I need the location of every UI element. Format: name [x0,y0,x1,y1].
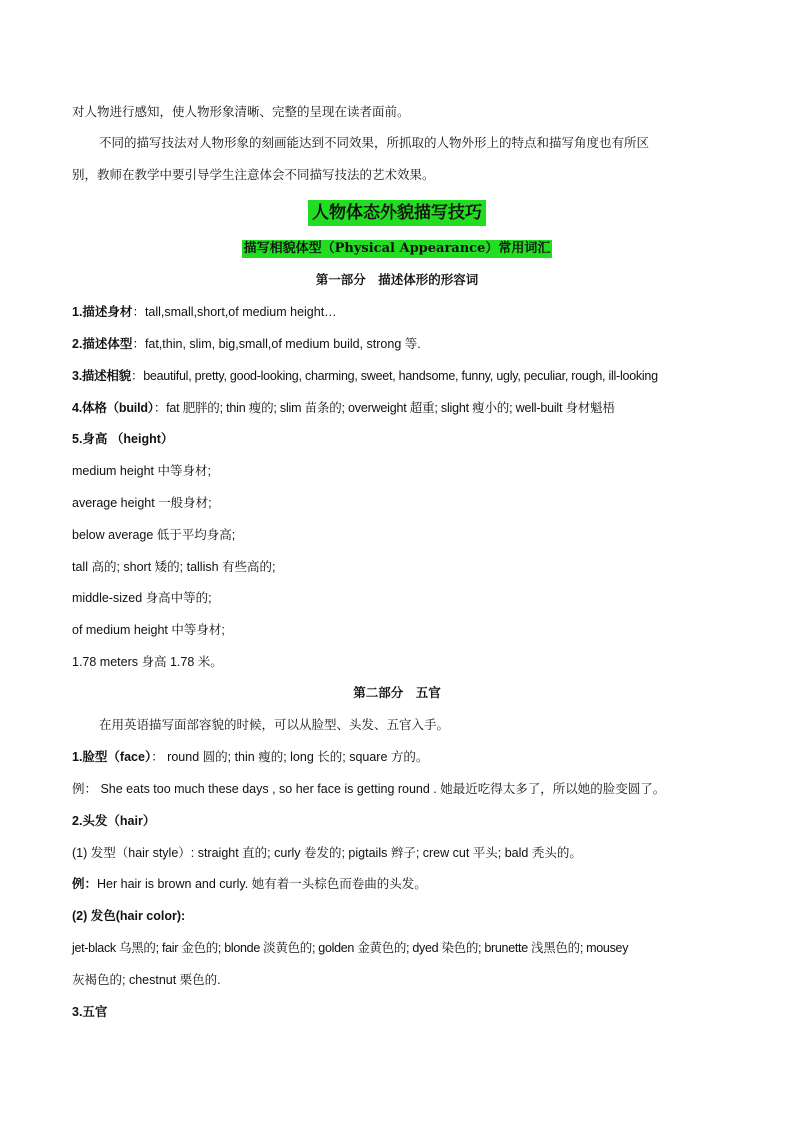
intro-line-1: 对人物进行感知，使人物形象清晰、完整的呈现在读者面前。 [72,104,410,119]
hair-color-label: (2) 发色(hair color): [72,909,186,923]
part1-item-4 [72,398,734,418]
hair-item [72,811,734,831]
hair-color-line-2: 灰褐色的; chestnut 栗色的. [72,973,221,987]
hair-example [72,874,734,894]
item-text: ：beautiful, pretty, good-looking, charming, sweet, handsome, funny, ugly, peculiar, rough, ill-looking [130,369,658,383]
height-item: middle-sized 身高中等的; [72,591,212,605]
item-label: 5.身高 （height） [72,432,174,446]
height-item: 1.78 meters 身高 1.78 米。 [72,655,223,669]
item-label: 3.描述相貌 [72,369,131,383]
item-text: Her hair is brown and curly. 她有着一头棕色而卷曲的头发。 [97,877,427,891]
part2-heading: 第二部分 五官 [353,685,441,700]
item-label: 例： [72,877,98,891]
item-label: 3.五官 [72,1005,108,1019]
height-item: of medium height 中等身材; [72,623,225,637]
hair-style-line: (1) 发型（hair style）: straight 直的; curly 卷发的; pigtails 辫子; crew cut 平头; bald 秃头的。 [72,846,582,860]
height-item: medium height 中等身材; [72,464,211,478]
hair-color-line-1: jet-black 乌黑的; fair 金色的; blonde 淡黄色的; golden 金黄色的; dyed 染色的; brunette 浅黑色的; mousey [72,941,629,955]
part1-item-5 [72,429,734,449]
intro-line-2: 不同的描写技法对人物形象的刻画能达到不同效果，所抓取的人物外形上的特点和描写角度也有所区 [99,135,650,150]
item-label: 1.描述身材 [72,305,133,319]
item-text: ：fat 肥胖的; thin 瘦的; slim 苗条的; overweight 超重; slight 瘦小的; well-built 身材魁梧 [153,401,615,415]
item-text: ： round 圆的; thin 瘦的; long 长的; square 方的。 [151,750,429,764]
part2-intro: 在用英语描写面部容貌的时候，可以从脸型、头发、五官入手。 [99,717,450,732]
height-item: tall 高的; short 矮的; tallish 有些高的; [72,560,276,574]
page-subtitle: 描写相貌体型（Physical Appearance）常用词汇 [243,241,551,256]
item-label: 2.头发（hair） [72,814,156,828]
part1-item-2 [72,334,734,354]
subtitle-row [0,238,794,258]
height-item: below average 低于平均身高; [72,528,236,542]
face-example: 例： She eats too much these days , so her face is getting round . 她最近吃得太多了，所以她的脸变圆了。 [72,782,666,796]
intro-line-3: 别，教师在教学中要引导学生注意体会不同描写技法的艺术效果。 [72,167,435,182]
item-label: 1.脸型（face） [72,750,152,764]
part1-item-3 [72,366,734,386]
item-text: ：fat,thin, slim, big,small,of medium build, strong 等. [132,337,421,351]
features-item [72,1002,734,1022]
title-row [0,200,794,226]
item-text: ：tall,small,short,of medium height… [132,305,337,319]
face-item [72,747,734,767]
item-label: 4.体格（build） [72,401,154,415]
part1-item-1 [72,302,734,322]
part1-heading: 第一部分 描述体形的形容词 [315,272,479,287]
page-title: 人物体态外貌描写技巧 [308,200,486,226]
item-label: 2.描述体型 [72,337,133,351]
height-item: average height 一般身材; [72,496,212,510]
